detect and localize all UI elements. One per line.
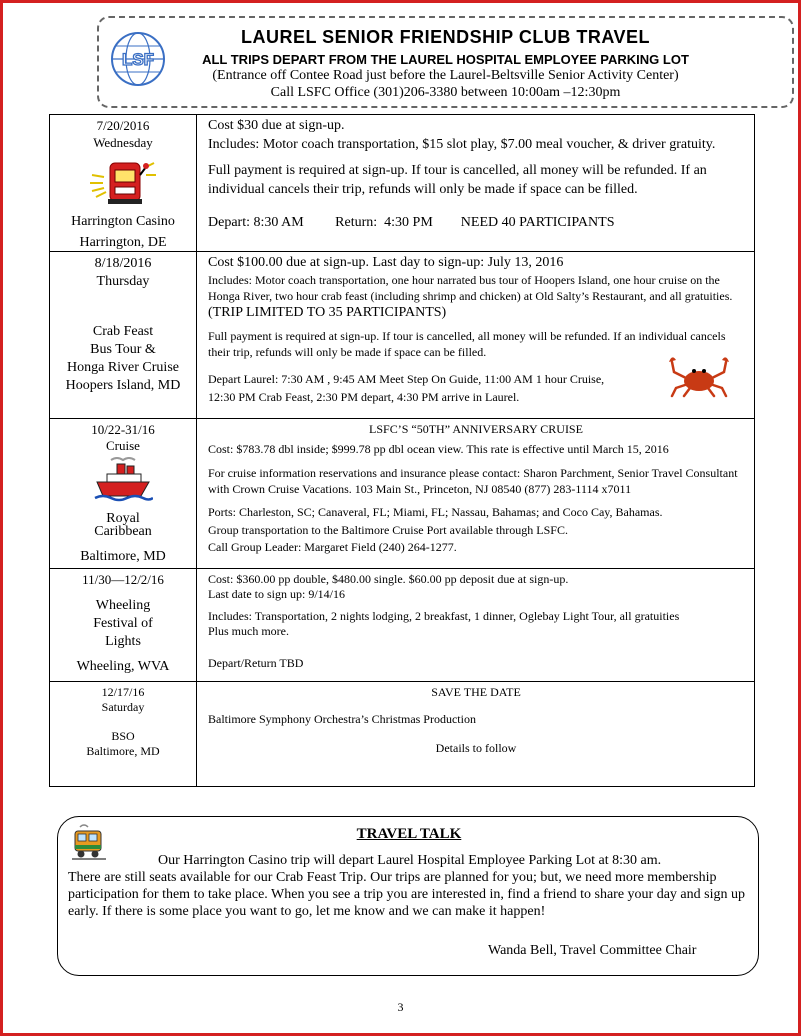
trip-heading: LSFC’S “50TH” ANNIVERSARY CRUISE <box>369 422 583 436</box>
trip-row <box>50 419 755 569</box>
trip-date-cell <box>50 252 197 419</box>
trip-last-date: Last date to sign up: 9/14/16 <box>208 587 345 601</box>
trip-cost: Cost $100.00 due at sign-up. Last day to sign-up: July 13, 2016 <box>208 255 564 270</box>
header-call: Call LSFC Office (301)206-3380 between 10:00am –12:30pm <box>270 85 621 100</box>
slot-machine-icon <box>88 157 158 207</box>
trip-leader: Call Group Leader: Margaret Field (240) 264-1277. <box>208 540 457 554</box>
trip-event: Baltimore Symphony Orchestra’s Christmas Production <box>208 712 476 726</box>
trip-schedule <box>208 215 744 231</box>
trip-heading: SAVE THE DATE <box>431 685 521 699</box>
trip-cost: Cost: $360.00 pp double, $480.00 single. $60.00 pp deposit due at sign-up. <box>208 572 569 586</box>
trip-date: 12/17/16 <box>101 685 145 699</box>
trip-place: Harrington, DE <box>79 235 167 250</box>
trip-row <box>50 682 755 787</box>
trip-day: Saturday <box>101 700 145 714</box>
trip-details-cell <box>197 569 755 682</box>
trip-name: BSO <box>111 729 135 743</box>
trip-details-cell <box>197 252 755 419</box>
cruise-ship-icon <box>93 456 153 502</box>
travel-talk-signature: Wanda Bell, Travel Committee Chair <box>488 943 697 958</box>
trip-return: Return: 4:30 PM <box>335 215 433 230</box>
trip-includes: Includes: Transportation, 2 nights lodging, 2 breakfast, 1 dinner, Oglebay Light Tour, all gratuities <box>208 609 680 623</box>
trip-cost: Cost $30 due at sign-up. <box>208 118 345 133</box>
travel-talk-title: TRAVEL TALK <box>356 826 462 842</box>
header-entrance: (Entrance off Contee Road just before the Laurel-Beltsville Senior Activity Center) <box>212 68 679 83</box>
trip-row <box>50 115 755 252</box>
trip-limit: (TRIP LIMITED TO 35 PARTICIPANTS) <box>208 305 447 320</box>
trip-name: Royal Caribbean <box>94 511 152 539</box>
trip-date: 11/30—12/2/16 <box>82 572 164 587</box>
trip-depart: Depart/Return TBD <box>208 656 304 670</box>
trip-name: Crab Feast Bus Tour & Honga River Cruise Hoopers Island, MD <box>65 324 181 393</box>
trip-row <box>50 252 755 419</box>
trip-depart-line: Depart Laurel: 7:30 AM , 9:45 AM Meet Step On Guide, 11:00 AM 1 hour Cruise, <box>208 372 605 386</box>
trip-day: Thursday <box>96 274 150 289</box>
lsf-logo-icon <box>109 30 167 88</box>
trip-cost: Cost: $783.78 dbl inside; $999.78 pp dbl ocean view. This rate is effective until March 15, 2016 <box>208 442 669 456</box>
svg-text:LSF: LSF <box>121 50 155 69</box>
trip-date-cell <box>50 115 197 252</box>
trip-row <box>50 569 755 682</box>
trips-table <box>49 114 755 787</box>
trip-plus: Plus much more. <box>208 624 289 638</box>
trip-date-cell <box>50 569 197 682</box>
travel-talk-body: There are still seats available for our Crab Feast Trip. Our trips are planned for you; but, we need more membership participation for them to take place. When you see a trip you are interested in, find a friend to share your day and sign up early. If there is some place you want to go, let me know and we can make it happen! <box>68 870 745 919</box>
trip-includes: Includes: Motor coach transportation, $15 slot play, $7.00 meal voucher, & driver gratuity. <box>208 137 716 152</box>
trip-details-cell <box>197 682 755 787</box>
trip-name: Wheeling Festival of Lights <box>93 598 153 649</box>
trip-date: 10/22-31/16 <box>91 422 155 437</box>
trip-date-cell <box>50 682 197 787</box>
trip-details-cell <box>197 419 755 569</box>
trip-place: Baltimore, MD <box>86 744 160 758</box>
header-subtitle: ALL TRIPS DEPART FROM THE LAUREL HOSPITAL EMPLOYEE PARKING LOT <box>202 52 689 67</box>
travel-talk-line1: Our Harrington Casino trip will depart Laurel Hospital Employee Parking Lot at 8:30 am. <box>158 853 662 868</box>
trip-date-cell <box>50 419 197 569</box>
crab-icon <box>668 354 730 400</box>
trip-payment-policy: Full payment is required at sign-up. If tour is cancelled, all money will be refunded. If an individual cancels their trip, refunds will only be made if space can be filled. <box>208 163 707 197</box>
trip-details-note: Details to follow <box>435 741 517 755</box>
trip-arrive-line: 12:30 PM Crab Feast, 2:30 PM depart, 4:30 PM arrive in Laurel. <box>208 390 520 404</box>
trip-payment-policy: Full payment is required at sign-up. If tour is cancelled, all money will be refunded. If an individual cancels their trip, refunds will only be made if space can be filled. <box>208 329 726 359</box>
trip-day: Cruise <box>106 438 140 453</box>
trip-transport: Group transportation to the Baltimore Cruise Port available through LSFC. <box>208 523 568 537</box>
trip-schedule <box>208 370 744 406</box>
header-title: LAUREL SENIOR FRIENDSHIP CLUB TRAVEL <box>240 27 651 47</box>
trip-includes: Includes: Motor coach transportation, one hour narrated bus tour of Hoopers Island, one hour cruise on the Honga River, two hour crab feast (including shrimp and chicken) at Old Salty’s Restaurant, and all gratuities. (TRIP LIMITED TO 35 PARTICIPANTS) <box>208 273 733 320</box>
trip-details-cell <box>197 115 755 252</box>
header-box <box>97 16 794 108</box>
trip-place: Wheeling, WVA <box>76 659 170 674</box>
trip-depart: Depart: 8:30 AM <box>208 215 304 230</box>
trip-day: Wednesday <box>93 135 153 150</box>
trip-date: 8/18/2016 <box>94 256 152 271</box>
trip-need: NEED 40 PARTICIPANTS <box>460 215 615 230</box>
page-number: 3 <box>397 1000 404 1014</box>
travel-talk-box <box>57 816 759 976</box>
trip-place: Baltimore, MD <box>80 549 166 564</box>
trip-contact-info: For cruise information reservations and insurance please contact: Sharon Parchment, Senior Travel Consultant with Crown Cruise Vacations. 103 Main St., Princeton, NJ 08540 (877) 283-1114 x7011 <box>208 466 738 496</box>
trip-name: Harrington Casino <box>71 214 175 229</box>
trip-date: 7/20/2016 <box>96 118 150 133</box>
travel-talk-text <box>68 852 752 920</box>
trip-ports: Ports: Charleston, SC; Canaveral, FL; Miami, FL; Nassau, Bahamas; and Coco Cay, Bahamas. <box>208 505 663 519</box>
